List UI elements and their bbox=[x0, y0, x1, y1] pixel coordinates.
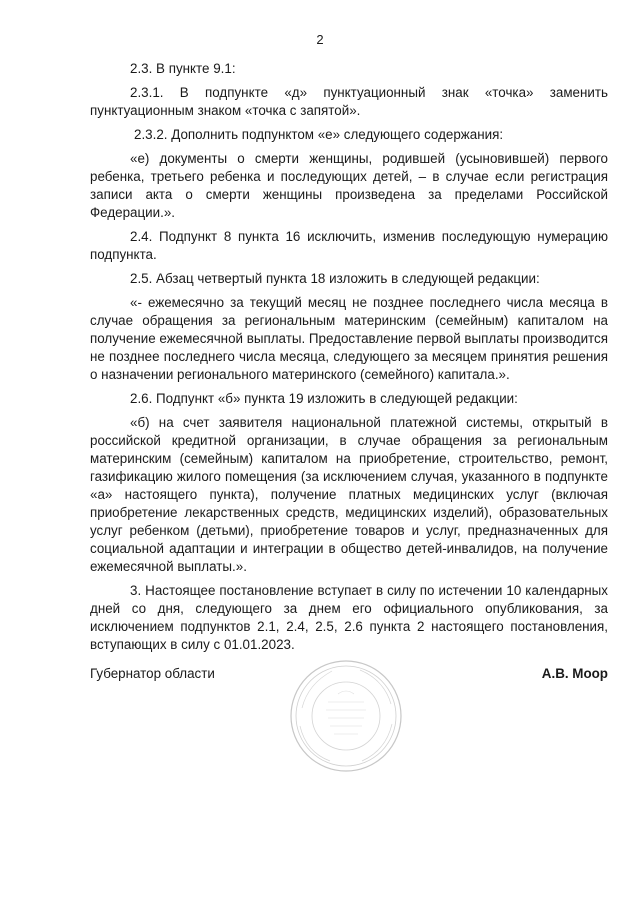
paragraph-2-3: 2.3. В пункте 9.1: bbox=[130, 61, 236, 76]
signer-name: А.В. Моор bbox=[541, 666, 608, 681]
signer-title: Губернатор области bbox=[90, 666, 215, 681]
paragraph-2-3-2: 2.3.2. Дополнить подпунктом «е» следующего содержания: bbox=[134, 127, 504, 142]
signature-block bbox=[90, 665, 608, 683]
paragraph-subitem-e: «е) документы о смерти женщины, родившей (усыновившей) первого ребенка, третьего ребенка и последующих детей, – в случае если регистрация записи акта о смерти женщины произведена за пределами Российской Федерации.». bbox=[90, 151, 608, 220]
paragraph-2-6: 2.6. Подпункт «б» пункта 19 изложить в следующей редакции: bbox=[130, 391, 518, 406]
document-body bbox=[90, 60, 608, 654]
paragraph-monthly-payment: «- ежемесячно за текущий месяц не позднее последнего числа месяца в случае обращения за региональным материнским (семейным) капиталом на получение ежемесячной выплаты. Предоставление первой выплаты производится не позднее последнего числа месяца, следующего за месяцем принятия решения о назначении регионального материнского (семейного) капитала.». bbox=[90, 295, 608, 382]
paragraph-2-5: 2.5. Абзац четвертый пункта 18 изложить в следующей редакции: bbox=[130, 271, 540, 286]
page-number: 2 bbox=[316, 32, 324, 47]
paragraph-3: 3. Настоящее постановление вступает в силу по истечении 10 календарных дней со дня, следующего за днем его официального опубликования, за исключением подпунктов 2.1, 2.4, 2.5, 2.6 пункта 2 настоящего постановления, вступающих в силу с 01.01.2023. bbox=[90, 583, 608, 652]
paragraph-2-3-1: 2.3.1. В подпункте «д» пунктуационный знак «точка» заменить пунктуационным знаком «точка с запятой». bbox=[90, 85, 608, 118]
paragraph-subitem-b: «б) на счет заявителя национальной платежной системы, открытый в российской кредитной организации, в случае обращения за региональным материнским (семейным) капиталом на приобретение, строительство, ремонт, газификацию жилого помещения (за исключением случая, указанного в подпункте «а» настоящего пункта), получение платных медицинских услуг (включая приобретение лекарственных средств, медицинских изделий), образовательных услуг ребенком (детьми), приобретение товаров и услуг, предназначенных для социальной адаптации и интеграции в общество детей-инвалидов, на получение ежемесячной выплаты.». bbox=[90, 415, 608, 574]
paragraph-2-4: 2.4. Подпункт 8 пункта 16 исключить, изменив последующую нумерацию подпункта. bbox=[90, 229, 608, 262]
